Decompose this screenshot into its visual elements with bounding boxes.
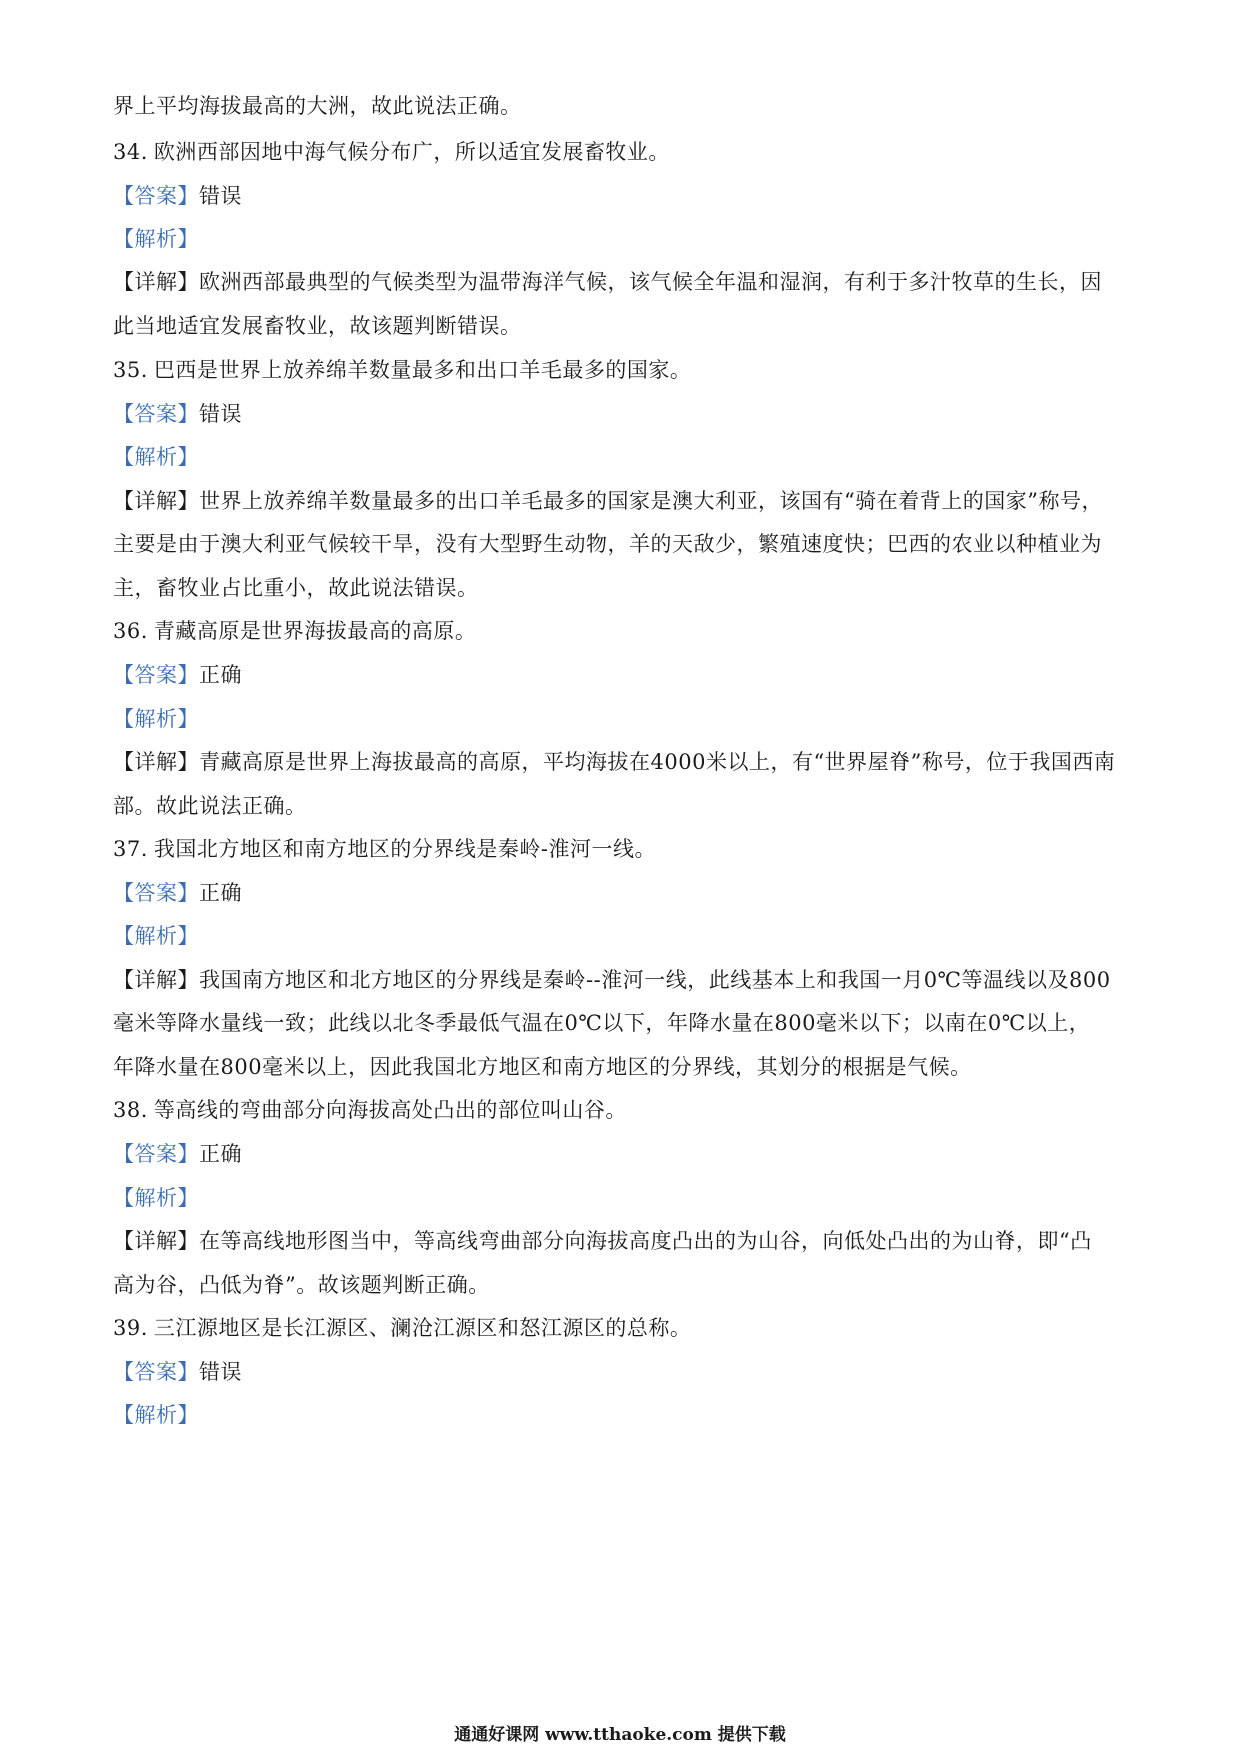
answer-value: 错误	[199, 402, 242, 426]
question-34	[113, 138, 1130, 166]
question-39	[113, 1314, 1130, 1342]
analysis-label: 【解析】	[113, 924, 199, 948]
answer-38	[113, 1140, 1130, 1168]
analysis-35	[113, 443, 1130, 471]
answer-39	[113, 1358, 1130, 1386]
question-text: 巴西是世界上放养绵羊数量最多和出口羊毛最多的国家。	[153, 358, 692, 382]
analysis-34	[113, 225, 1130, 253]
answer-value: 错误	[199, 184, 242, 208]
question-number: 38.	[113, 1098, 148, 1122]
answer-value: 正确	[199, 1142, 242, 1166]
analysis-label: 【解析】	[113, 227, 199, 251]
answer-label: 【答案】	[113, 881, 199, 905]
question-text: 欧洲西部因地中海气候分布广，所以适宜发展畜牧业。	[153, 140, 670, 164]
analysis-label: 【解析】	[113, 1186, 199, 1210]
answer-label: 【答案】	[113, 663, 199, 687]
question-text: 三江源地区是长江源区、澜沧江源区和怒江源区的总称。	[153, 1316, 692, 1340]
answer-35	[113, 400, 1130, 428]
detail-34-line-2: 此当地适宜发展畜牧业，故该题判断错误。	[113, 314, 522, 338]
question-number: 37.	[113, 837, 148, 861]
detail-37-line-2: 毫米等降水量线一致；此线以北冬季最低气温在0℃以下，年降水量在800毫米以下；以南在0℃以上，	[113, 1011, 1091, 1035]
answer-label: 【答案】	[113, 184, 199, 208]
analysis-39	[113, 1401, 1130, 1429]
question-number: 34.	[113, 140, 148, 164]
detail-35-line-2: 主要是由于澳大利亚气候较干旱，没有大型野生动物，羊的天敌少，繁殖速度快；巴西的农业以种植业为	[113, 532, 1102, 556]
detail-37-line-1	[113, 966, 1130, 994]
detail-text: 在等高线地形图当中，等高线弯曲部分向海拔高度凸出的为山谷，向低处凸出的为山脊，即“凸	[199, 1229, 1092, 1253]
detail-label: 【详解】	[113, 270, 199, 294]
answer-37	[113, 879, 1130, 907]
detail-38-line-1	[113, 1227, 1130, 1255]
question-number: 39.	[113, 1316, 148, 1340]
detail-label: 【详解】	[113, 489, 199, 513]
answer-value: 正确	[199, 663, 242, 687]
analysis-36	[113, 705, 1130, 733]
intro-text: 界上平均海拔最高的大洲，故此说法正确。	[113, 94, 522, 118]
detail-34-line-1	[113, 268, 1130, 296]
question-38	[113, 1096, 1130, 1124]
detail-36-line-2: 部。故此说法正确。	[113, 794, 307, 818]
question-number: 36.	[113, 619, 148, 643]
detail-35-line-1	[113, 487, 1130, 515]
detail-label: 【详解】	[113, 750, 199, 774]
detail-35-line-3: 主，畜牧业占比重小，故此说法错误。	[113, 576, 479, 600]
question-number: 35.	[113, 358, 148, 382]
question-text: 我国北方地区和南方地区的分界线是秦岭-淮河一线。	[153, 837, 656, 861]
answer-label: 【答案】	[113, 1360, 199, 1384]
answer-value: 错误	[199, 1360, 242, 1384]
analysis-label: 【解析】	[113, 707, 199, 731]
detail-text: 欧洲西部最典型的气候类型为温带海洋气候，该气候全年温和湿润，有利于多汁牧草的生长，因	[199, 270, 1102, 294]
answer-label: 【答案】	[113, 1142, 199, 1166]
footer-credit: 通通好课网 www.tthaoke.com 提供下载	[454, 1725, 786, 1745]
detail-text: 世界上放养绵羊数量最多的出口羊毛最多的国家是澳大利亚，该国有“骑在着背上的国家”称号，	[199, 489, 1103, 513]
question-36	[113, 617, 1130, 645]
answer-36	[113, 661, 1130, 689]
answer-label: 【答案】	[113, 402, 199, 426]
analysis-38	[113, 1184, 1130, 1212]
detail-36-line-1	[113, 748, 1130, 776]
detail-text: 青藏高原是世界上海拔最高的高原，平均海拔在4000米以上，有“世界屋脊”称号，位于我国西南	[199, 750, 1116, 774]
detail-text: 我国南方地区和北方地区的分界线是秦岭--淮河一线，此线基本上和我国一月0℃等温线以及800	[199, 968, 1111, 992]
detail-label: 【详解】	[113, 968, 199, 992]
question-text: 青藏高原是世界海拔最高的高原。	[153, 619, 477, 643]
question-35	[113, 356, 1130, 384]
detail-label: 【详解】	[113, 1229, 199, 1253]
analysis-label: 【解析】	[113, 1403, 199, 1427]
question-text: 等高线的弯曲部分向海拔高处凸出的部位叫山谷。	[153, 1098, 627, 1122]
detail-37-line-3: 年降水量在800毫米以上，因此我国北方地区和南方地区的分界线，其划分的根据是气候。	[113, 1055, 972, 1079]
answer-value: 正确	[199, 881, 242, 905]
question-37	[113, 835, 1130, 863]
analysis-37	[113, 922, 1130, 950]
detail-38-line-2: 高为谷，凸低为脊”。故该题判断正确。	[113, 1273, 490, 1297]
analysis-label: 【解析】	[113, 445, 199, 469]
answer-34	[113, 182, 1130, 210]
